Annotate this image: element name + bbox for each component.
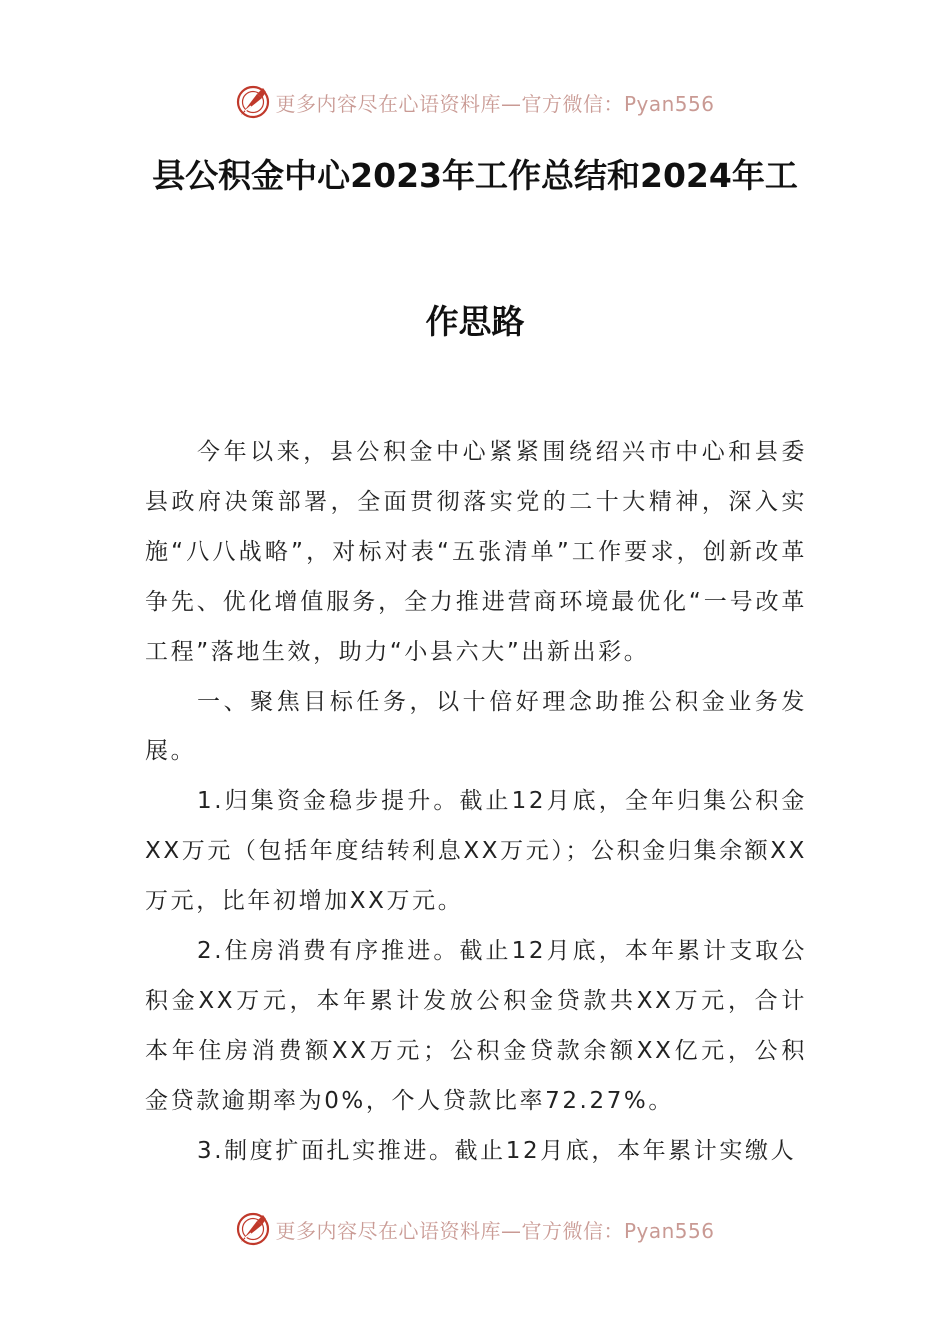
- paragraph-item-3: 3.制度扩面扎实推进。截止12月底，本年累计实缴人: [197, 1137, 797, 1164]
- document-body: [145, 428, 807, 1177]
- paragraph-item-2: 2.住房消费有序推进。截止12月底，本年累计支取公积金XX万元，本年累计发放公积金贷款共XX万元，合计本年住房消费额XX万元；公积金贷款余额XX亿元，公积金贷款逾期率为0%，个人贷款比率72.27%。: [145, 938, 807, 1114]
- paragraph-intro: 今年以来，县公积金中心紧紧围绕绍兴市中心和县委县政府决策部署，全面贯彻落实党的二十大精神，深入实施“八八战略”，对标对表“五张清单”工作要求，创新改革争先、优化增值服务，全力推进营商环境最优化“一号改革工程”落地生效，助力“小县六大”出新出彩。: [145, 439, 807, 665]
- footer-watermark: [0, 1211, 950, 1247]
- watermark-text: 更多内容尽在心语资料库—官方微信：Pyan556: [275, 91, 715, 116]
- section-heading-1: 一、聚焦目标任务，以十倍好理念助推公积金业务发展。: [145, 688, 807, 765]
- document-title-line-1: 县公积金中心2023年工作总结和2024年工: [152, 156, 798, 195]
- paragraph-item-1: 1.归集资金稳步提升。截止12月底，全年归集公积金XX万元（包括年度结转利息XX万元）；公积金归集余额XX万元，比年初增加XX万元。: [145, 788, 807, 915]
- watermark-text: 更多内容尽在心语资料库—官方微信：Pyan556: [275, 1218, 715, 1243]
- pen-nib-logo-icon: [235, 84, 271, 120]
- pen-nib-logo-icon: [235, 1211, 271, 1247]
- header-watermark: [0, 84, 950, 120]
- document-title-line-2: 作思路: [425, 302, 525, 341]
